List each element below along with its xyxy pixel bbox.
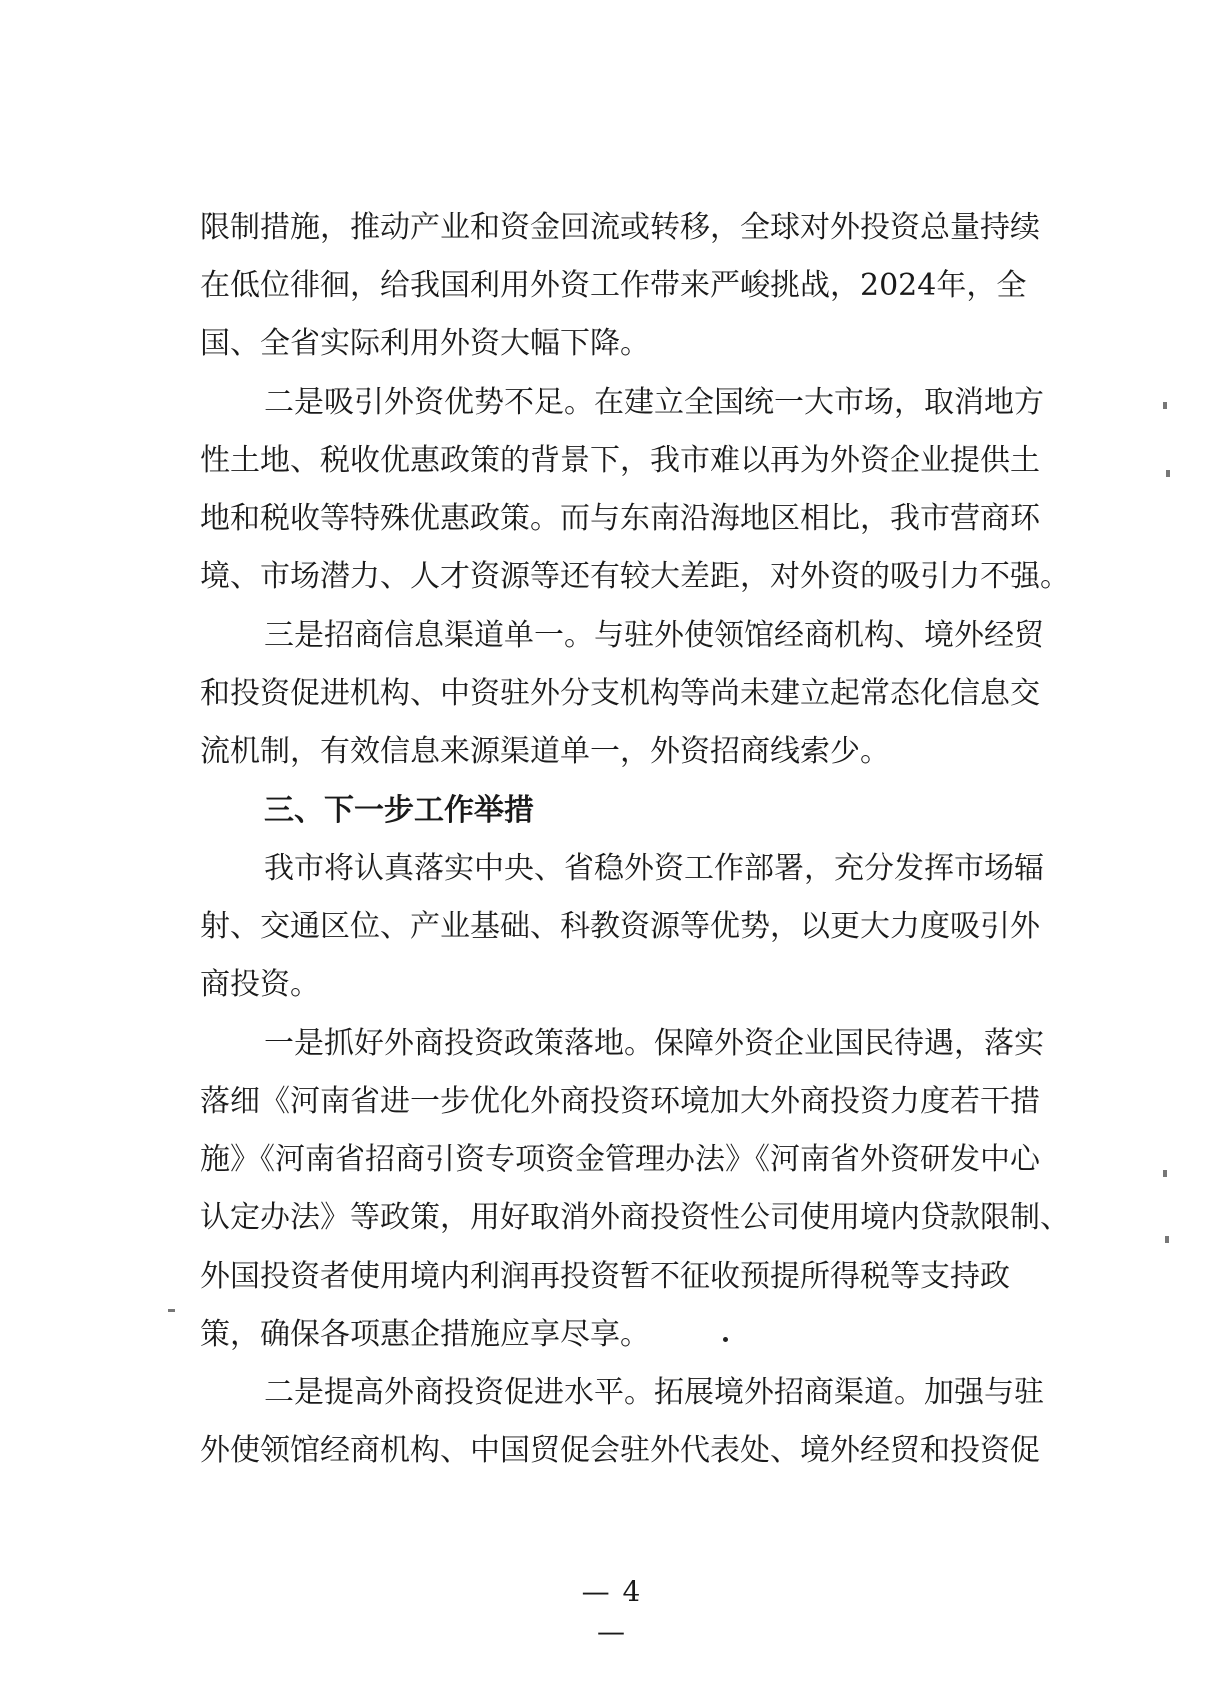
paragraph-line: 境、市场潜力、人才资源等还有较大差距，对外资的吸引力不强。 (200, 559, 1070, 594)
paragraph-line: 落细《河南省进一步优化外商投资环境加大外商投资力度若干措 (200, 1084, 1040, 1119)
paragraph-line: 商投资。 (200, 967, 320, 1002)
paragraph-line: 三是招商信息渠道单一。与驻外使领馆经商机构、境外经贸 (264, 618, 1044, 653)
paragraph-line: 国、全省实际利用外资大幅下降。 (200, 326, 650, 361)
scan-speck (1163, 1170, 1167, 1177)
paragraph-line: 我市将认真落实中央、省稳外资工作部署，充分发挥市场辐 (264, 851, 1044, 886)
paragraph-line: 限制措施，推动产业和资金回流或转移，全球对外投资总量持续 (200, 210, 1040, 245)
scan-speck (1165, 1236, 1169, 1243)
paragraph-line: 策，确保各项惠企措施应享尽享。 (200, 1317, 650, 1352)
paragraph-line: 地和税收等特殊优惠政策。而与东南沿海地区相比，我市营商环 (200, 501, 1040, 536)
paragraph-line: 性土地、税收优惠政策的背景下，我市难以再为外资企业提供土 (200, 443, 1040, 478)
scan-speck (1166, 470, 1170, 477)
paragraph-line: 外使领馆经商机构、中国贸促会驻外代表处、境外经贸和投资促 (200, 1433, 1040, 1468)
page-number: — 4 — (581, 1575, 643, 1648)
scan-speck (723, 1337, 728, 1342)
paragraph-line: 施》《河南省招商引资专项资金管理办法》《河南省外资研发中心 (200, 1142, 1040, 1177)
paragraph-line: 二是提高外商投资促进水平。拓展境外招商渠道。加强与驻 (264, 1375, 1044, 1410)
scan-speck (1163, 402, 1167, 409)
section-heading: 三、下一步工作举措 (264, 793, 534, 828)
paragraph-line: 外国投资者使用境内利润再投资暂不征收预提所得税等支持政 (200, 1259, 1010, 1294)
paragraph-line: 射、交通区位、产业基础、科教资源等优势，以更大力度吸引外 (200, 909, 1040, 944)
paragraph-line: 和投资促进机构、中资驻外分支机构等尚未建立起常态化信息交 (200, 676, 1040, 711)
paragraph-line: 一是抓好外商投资政策落地。保障外资企业国民待遇，落实 (264, 1026, 1044, 1061)
paragraph-line: 流机制，有效信息来源渠道单一，外资招商线索少。 (200, 734, 890, 769)
paragraph-line: 认定办法》等政策，用好取消外商投资性公司使用境内贷款限制、 (200, 1200, 1070, 1235)
scan-speck (168, 1309, 175, 1312)
paragraph-line: 在低位徘徊，给我国利用外资工作带来严峻挑战，2024年，全 (200, 268, 1027, 303)
paragraph-line: 二是吸引外资优势不足。在建立全国统一大市场，取消地方 (264, 385, 1044, 420)
